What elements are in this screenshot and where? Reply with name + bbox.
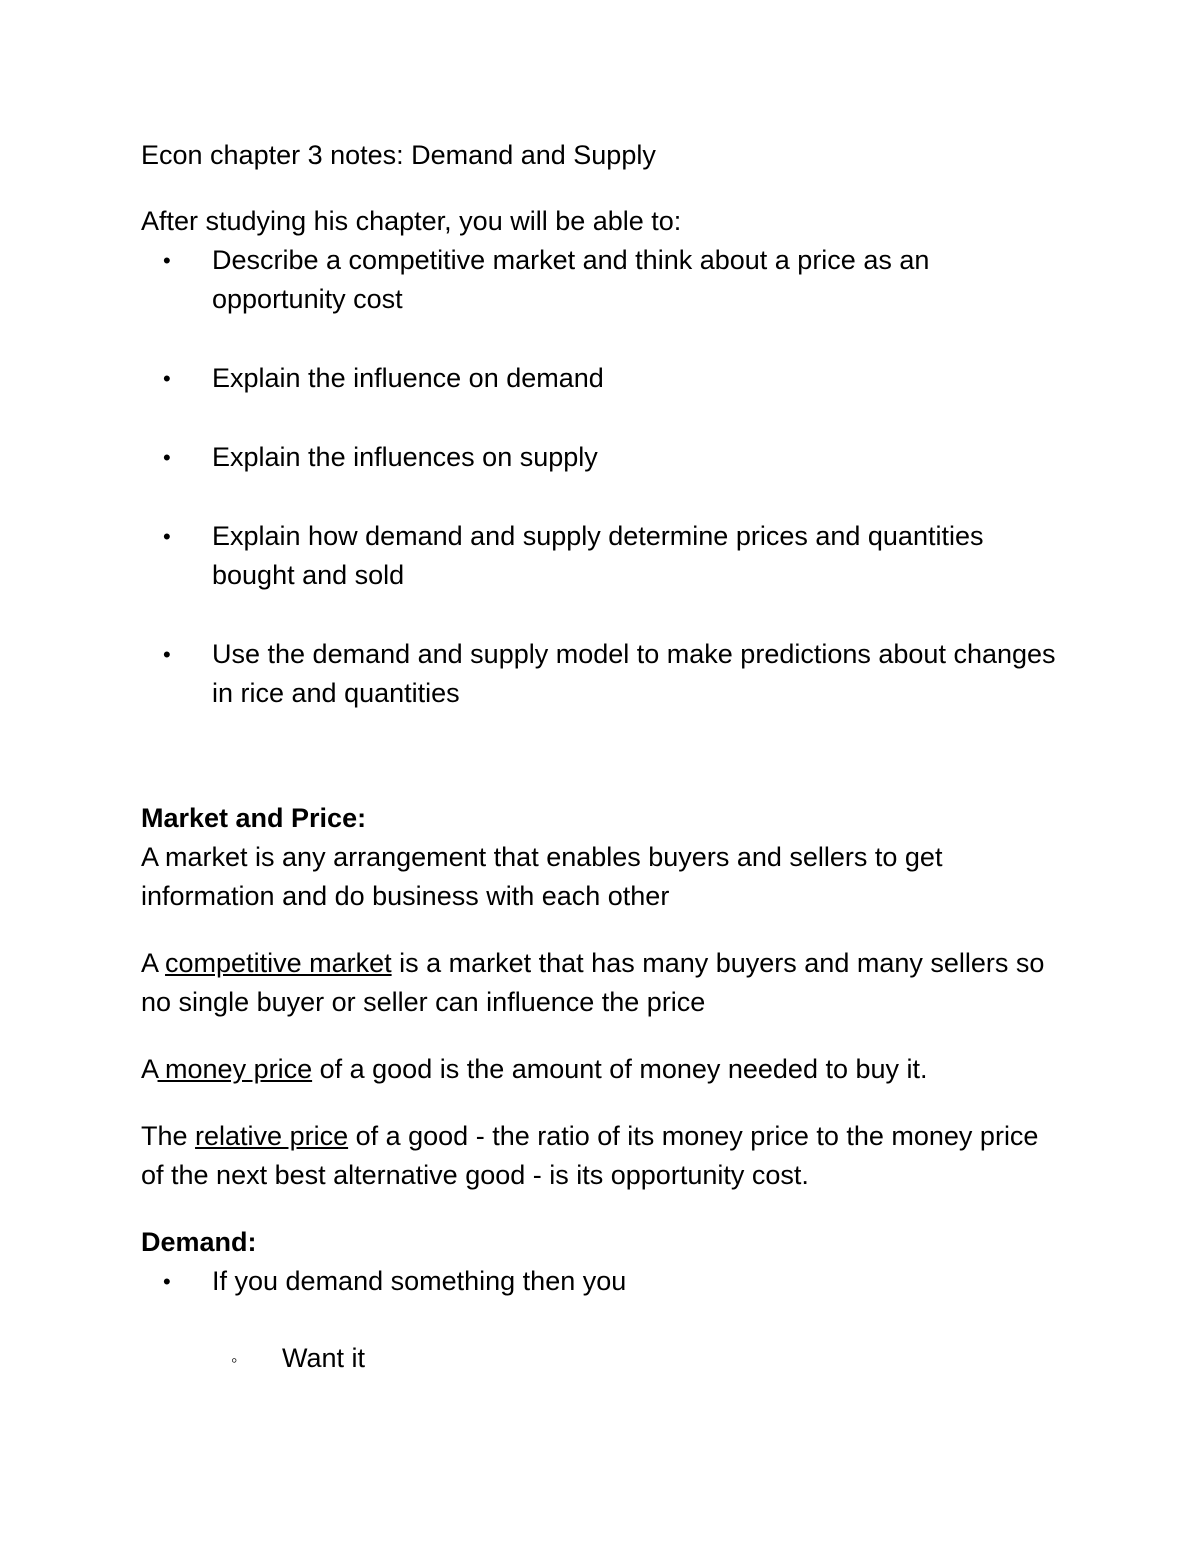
objectives-list (141, 241, 1061, 713)
document-page (141, 136, 1061, 1378)
bullet-icon: • (163, 524, 171, 549)
list-item (141, 241, 1061, 319)
hollow-bullet-icon: ◦ (231, 1350, 238, 1370)
intro-text: After studying his chapter, you will be able to: (141, 206, 682, 236)
definition-body: of a good is the amount of money needed to buy it. (312, 1054, 928, 1084)
objective-text: Explain how demand and supply determine prices and quantities bought and sold (212, 521, 984, 590)
document-title: Econ chapter 3 notes: Demand and Supply (141, 140, 656, 170)
bullet-icon: • (163, 642, 171, 667)
money-price-definition (141, 1050, 1061, 1089)
objective-text: Use the demand and supply model to make predictions about changes in rice and quantities (212, 639, 1056, 708)
competitive-market-definition (141, 944, 1061, 1022)
bullet-icon: • (163, 366, 171, 391)
bullet-icon: • (163, 1269, 171, 1294)
objective-text: Describe a competitive market and think about a price as an opportunity cost (212, 245, 930, 314)
demand-sub-list (141, 1339, 1061, 1378)
bullet-icon: • (163, 445, 171, 470)
definition-prefix: The (141, 1121, 196, 1151)
definition-body: of a good - the ratio of its money price to the money price of the next best alternative good - is its opportunity cost. (141, 1121, 1039, 1190)
demand-bullet-text: If you demand something then you (212, 1266, 627, 1296)
list-item (141, 438, 1061, 477)
relative-price-definition (141, 1117, 1061, 1195)
sub-bullet-text: Want it (282, 1343, 366, 1373)
objective-text: Explain the influences on supply (212, 442, 598, 472)
objective-text: Explain the influence on demand (212, 363, 604, 393)
market-definition: A market is any arrangement that enables buyers and sellers to get information and do business with each other (141, 842, 943, 911)
bullet-icon: • (163, 248, 171, 273)
list-item (141, 635, 1061, 713)
demand-heading: Demand: (141, 1227, 257, 1257)
definition-prefix: A (141, 948, 166, 978)
market-price-heading: Market and Price: (141, 803, 367, 833)
definition-prefix: A (141, 1054, 158, 1084)
definition-body: is a market that has many buyers and many sellers so no single buyer or seller can influence the price (141, 948, 1045, 1017)
term-money-price: money price (157, 1054, 313, 1084)
list-item (141, 1262, 1061, 1301)
list-item (141, 359, 1061, 398)
demand-list (141, 1262, 1061, 1301)
list-item (141, 1339, 1061, 1378)
list-item (141, 517, 1061, 595)
term-competitive-market: competitive market (165, 948, 392, 978)
term-relative-price: relative price (195, 1121, 349, 1151)
